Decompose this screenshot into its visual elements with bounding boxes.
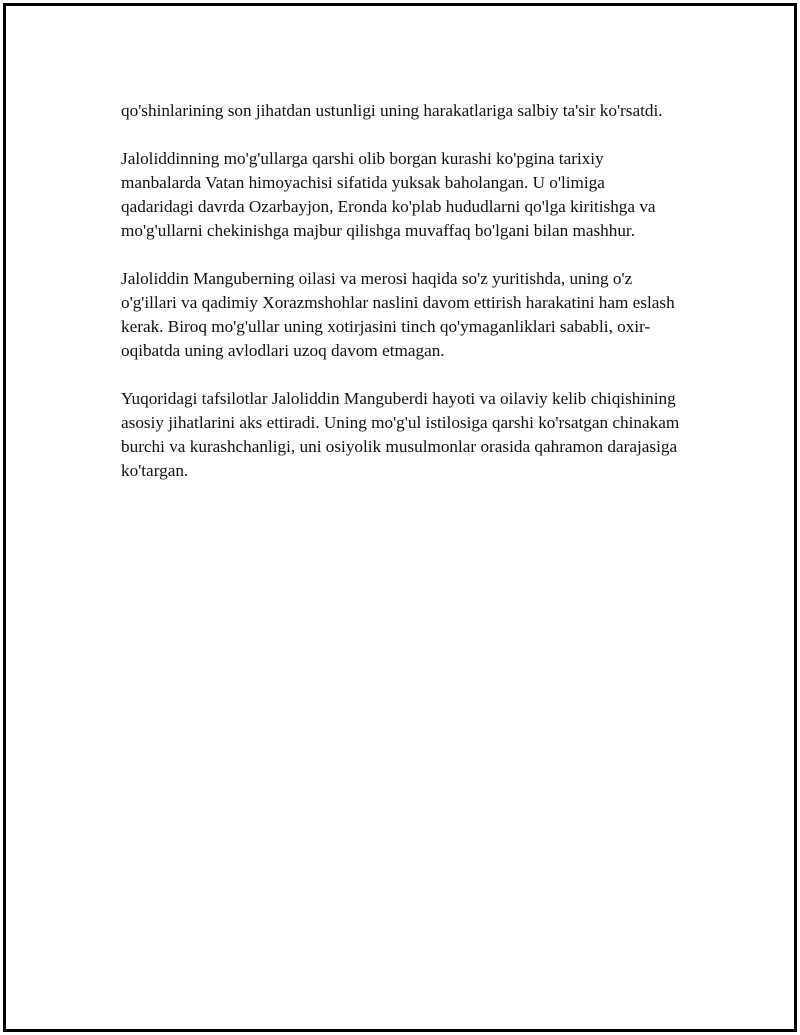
paragraph-4: Yuqoridagi tafsilotlar Jaloliddin Manguberdi hayoti va oilaviy kelib chiqishining asosiy jihatlarini aks ettiradi. Uning mo'g'ul istilosiga qarshi ko'rsatgan chinakam burchi va kurashchanligi, uni osiyolik musulmonlar orasida qahramon darajasiga ko'targan. [121,389,680,480]
paragraph-1: qo'shinlarining son jihatdan ustunligi uning harakatlariga salbiy ta'sir ko'rsatdi. [121,101,663,120]
document-body [121,99,681,507]
paragraph-3: Jaloliddin Manguberning oilasi va merosi haqida so'z yuritishda, uning o'z o'g'illari va qadimiy Xorazmshohlar naslini davom ettirish harakatini ham eslash kerak. Biroq mo'g'ullar uning xotirjasini tinch qo'ymaganliklari sababli, oxir-oqibatda uning avlodlari uzoq davom etmagan. [121,269,675,360]
page-frame [3,3,797,1032]
paragraph-2: Jaloliddinning mo'g'ullarga qarshi olib borgan kurashi ko'pgina tarixiy manbalarda Vatan himoyachisi sifatida yuksak baholangan. U o'limiga qadaridagi davrda Ozarbayjon, Eronda ko'plab hududlarni qo'lga kiritishga va mo'g'ullarni chekinishga majbur qilishga muvaffaq bo'lgani bilan mashhur. [121,149,656,240]
